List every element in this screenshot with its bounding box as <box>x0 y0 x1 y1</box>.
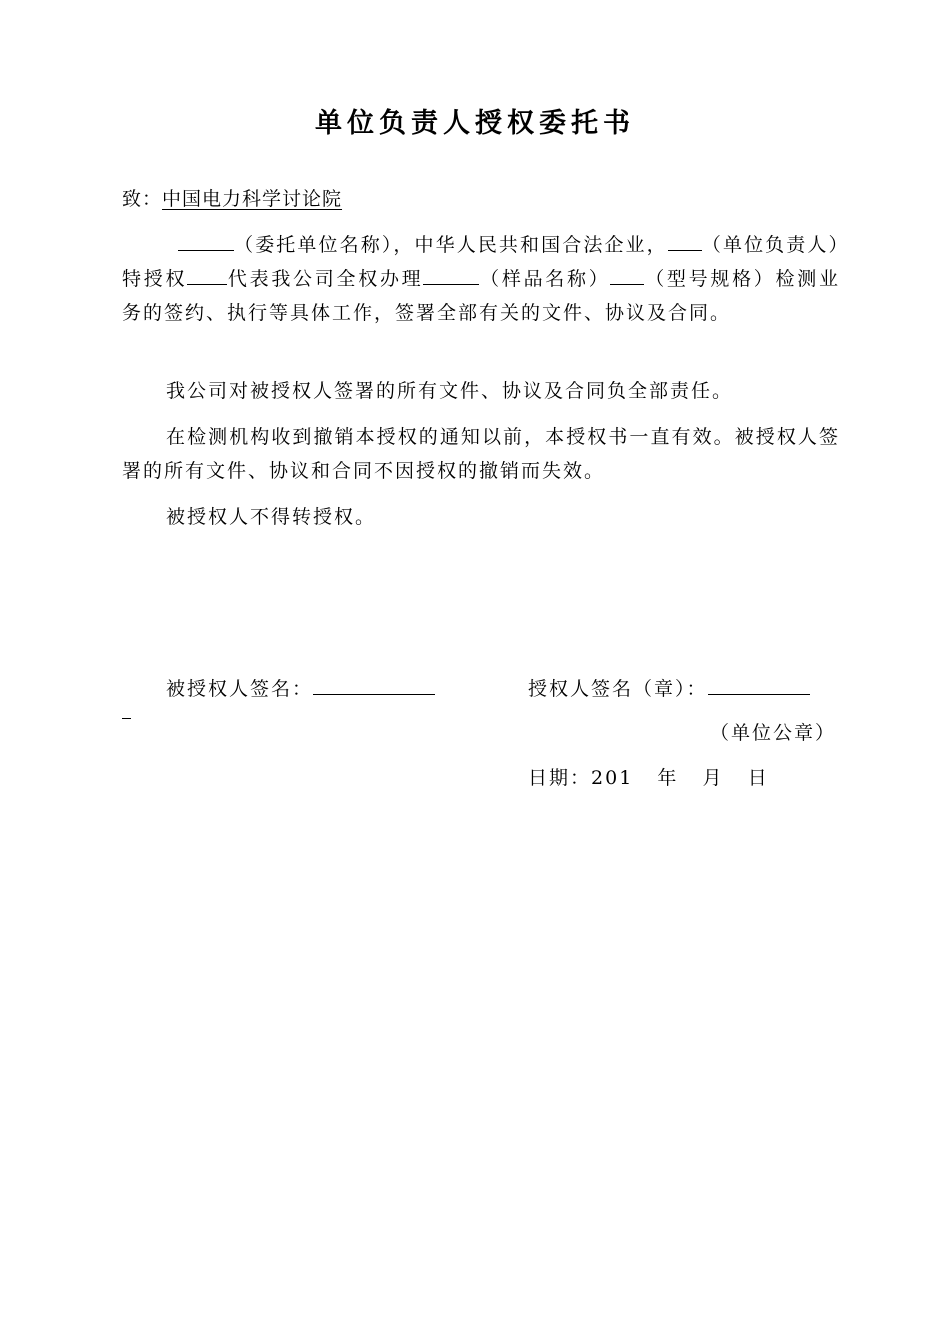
document-title: 单位负责人授权委托书 <box>315 108 635 139</box>
authorized-signature-line[interactable] <box>313 672 435 695</box>
addressee-prefix: 致： <box>122 188 163 210</box>
authorizer-signature-label: 授权人签名（章）： <box>528 678 708 700</box>
date-year: 年 <box>657 767 679 789</box>
authorized-signature-block <box>166 672 435 706</box>
paragraph1-text-1: （委托单位名称），中华人民共和国合法企业， <box>234 234 668 256</box>
no-sub-authorization-paragraph: 被授权人不得转授权。 <box>166 506 377 528</box>
authorized-signature-label: 被授权人签名： <box>166 678 314 700</box>
paragraph1-text-3: 代表我公司全权办理 <box>227 268 424 290</box>
authorizer-signature-line[interactable] <box>708 672 810 695</box>
paragraph1-text-5: （型号规格）检测业务的签约、执行等具体工作，签署全部有关的文件、协议及合同。 <box>122 268 840 324</box>
date-month: 月 <box>702 767 724 789</box>
date-day: 日 <box>747 767 769 789</box>
responsibility-paragraph: 我公司对被授权人签署的所有文件、协议及合同负全部责任。 <box>166 380 734 402</box>
addressee-organization: 中国电力科学讨论院 <box>162 188 343 210</box>
authorizer-signature-block <box>528 672 810 706</box>
validity-paragraph: 在检测机构收到撤销本授权的通知以前，本授权书一直有效。被授权人签署的所有文件、协议和合同不因授权的撤销而失效。 <box>122 426 840 482</box>
blank-unit-head[interactable] <box>668 232 702 251</box>
unit-seal-note: （单位公章） <box>710 722 837 744</box>
addressee-line <box>122 184 342 214</box>
date-label: 日期： <box>528 767 592 789</box>
blank-authorized-person[interactable] <box>187 266 227 285</box>
authorization-paragraph <box>122 228 840 330</box>
date-year-prefix: 201 <box>591 767 634 789</box>
blank-sample-name[interactable] <box>423 266 479 285</box>
paragraph1-text-2: （单位负责人）特授权 <box>122 234 840 290</box>
paragraph1-text-4: （样品名称） <box>479 268 611 290</box>
blank-entrusting-unit[interactable] <box>178 232 234 251</box>
date-line <box>528 762 769 794</box>
blank-model-spec[interactable] <box>610 266 644 285</box>
stray-underline-mark <box>122 718 131 719</box>
